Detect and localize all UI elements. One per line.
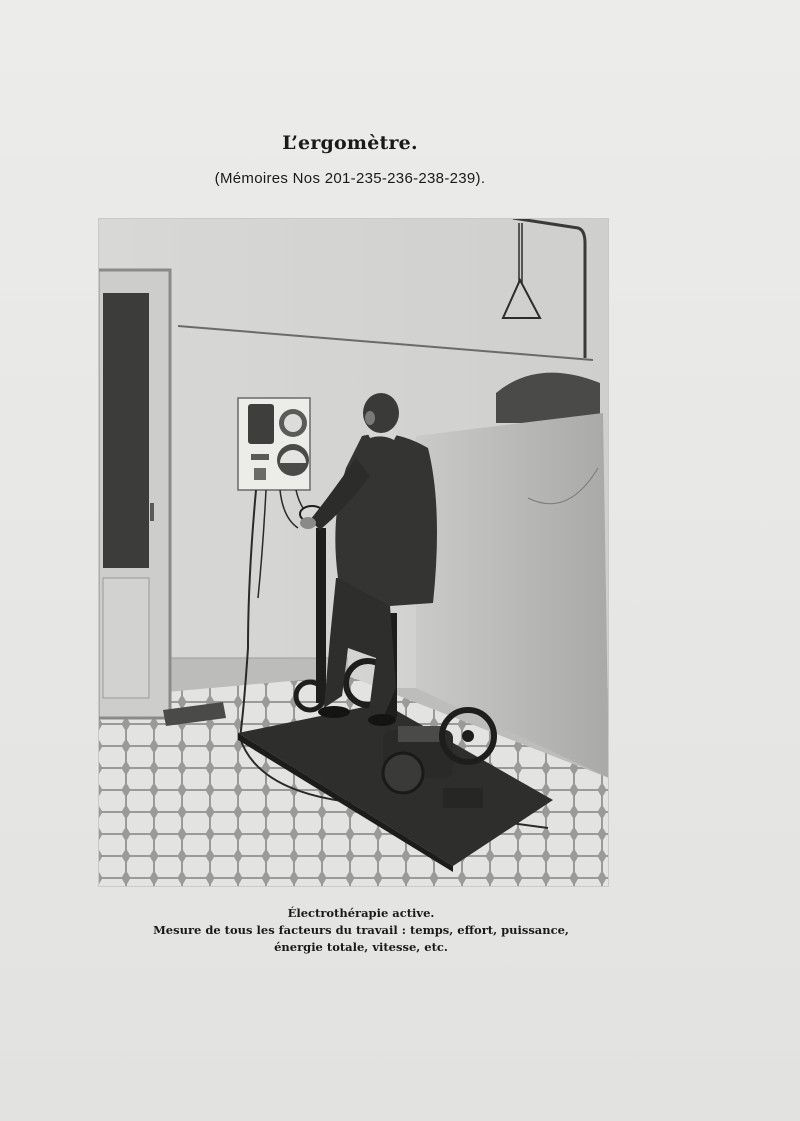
figure-caption xyxy=(0,905,722,956)
ergometer-photograph xyxy=(98,218,609,887)
caption-line-2: Mesure de tous les facteurs du travail : temps, effort, puissance, xyxy=(153,923,569,937)
caption-line-3: énergie totale, vitesse, etc. xyxy=(274,940,448,954)
page-title: L’ergomètre. xyxy=(282,132,418,154)
caption-line-1: Électrothérapie active. xyxy=(287,906,435,920)
page-subtitle: (Mémoires Nos 201-235-236-238-239). xyxy=(214,170,486,187)
